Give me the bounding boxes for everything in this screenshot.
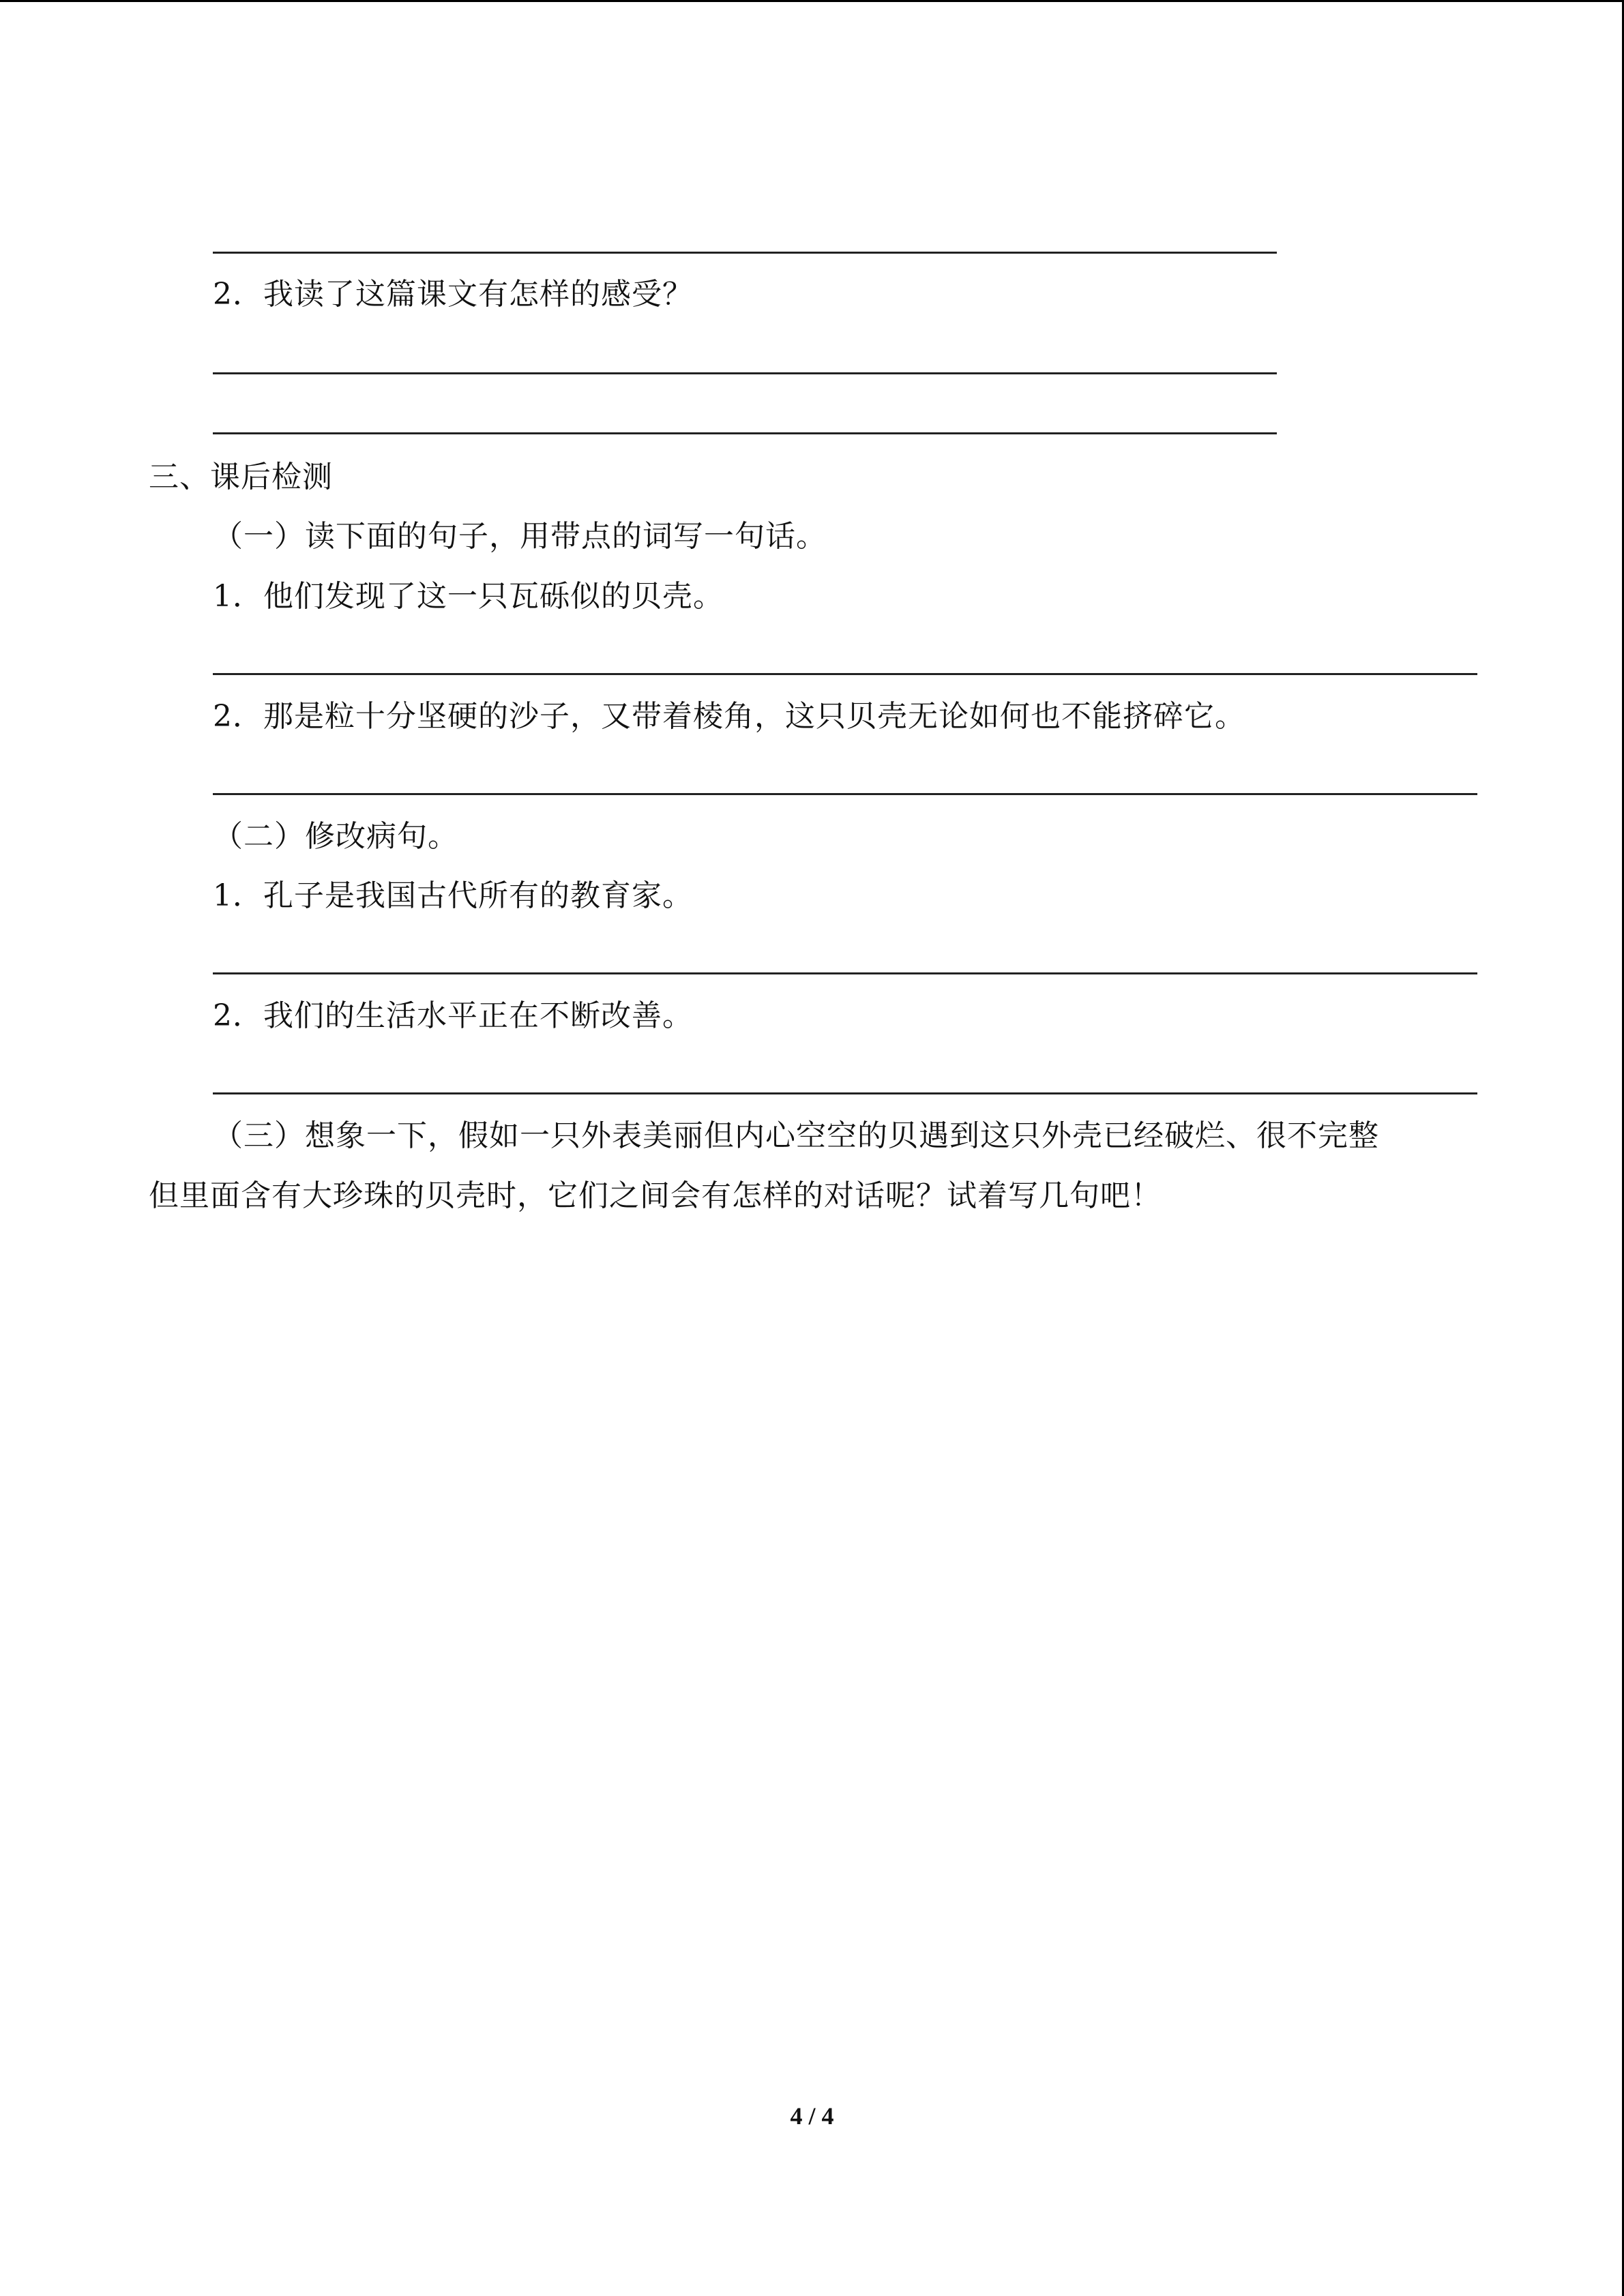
question-text: 2．我读了这篇课文有怎样的感受？ (213, 277, 693, 312)
section-heading: 三、课后检测 (149, 460, 333, 494)
subsection-prompt-line: 但里面含有大珍珠的贝壳时，它们之间会有怎样的对话呢？试着写几句吧！ (149, 1178, 1162, 1213)
page-number: 4 / 4 (790, 2102, 834, 2130)
answer-line[interactable] (213, 432, 1277, 434)
answer-line[interactable] (213, 252, 1277, 254)
question-text: 1．孔子是我国古代所有的教育家。 (213, 878, 693, 913)
subsection-heading: （二）修改病句。 (213, 819, 458, 854)
answer-line[interactable] (213, 1092, 1477, 1094)
question-text: 2．我们的生活水平正在不断改善。 (213, 998, 693, 1033)
answer-line[interactable] (213, 673, 1477, 675)
question-text: 1．他们发现了这一只瓦砾似的贝壳。 (213, 579, 724, 614)
answer-line[interactable] (213, 372, 1277, 374)
answer-line[interactable] (213, 972, 1477, 974)
subsection-prompt-line: （三）想象一下，假如一只外表美丽但内心空空的贝遇到这只外壳已经破烂、很不完整 (213, 1118, 1379, 1153)
question-text: 2．那是粒十分坚硬的沙子，又带着棱角，这只贝壳无论如何也不能挤碎它。 (213, 699, 1245, 734)
page-border-top (0, 0, 1624, 2)
subsection-heading: （一）读下面的句子，用带点的词写一句话。 (213, 519, 827, 554)
answer-line[interactable] (213, 793, 1477, 795)
